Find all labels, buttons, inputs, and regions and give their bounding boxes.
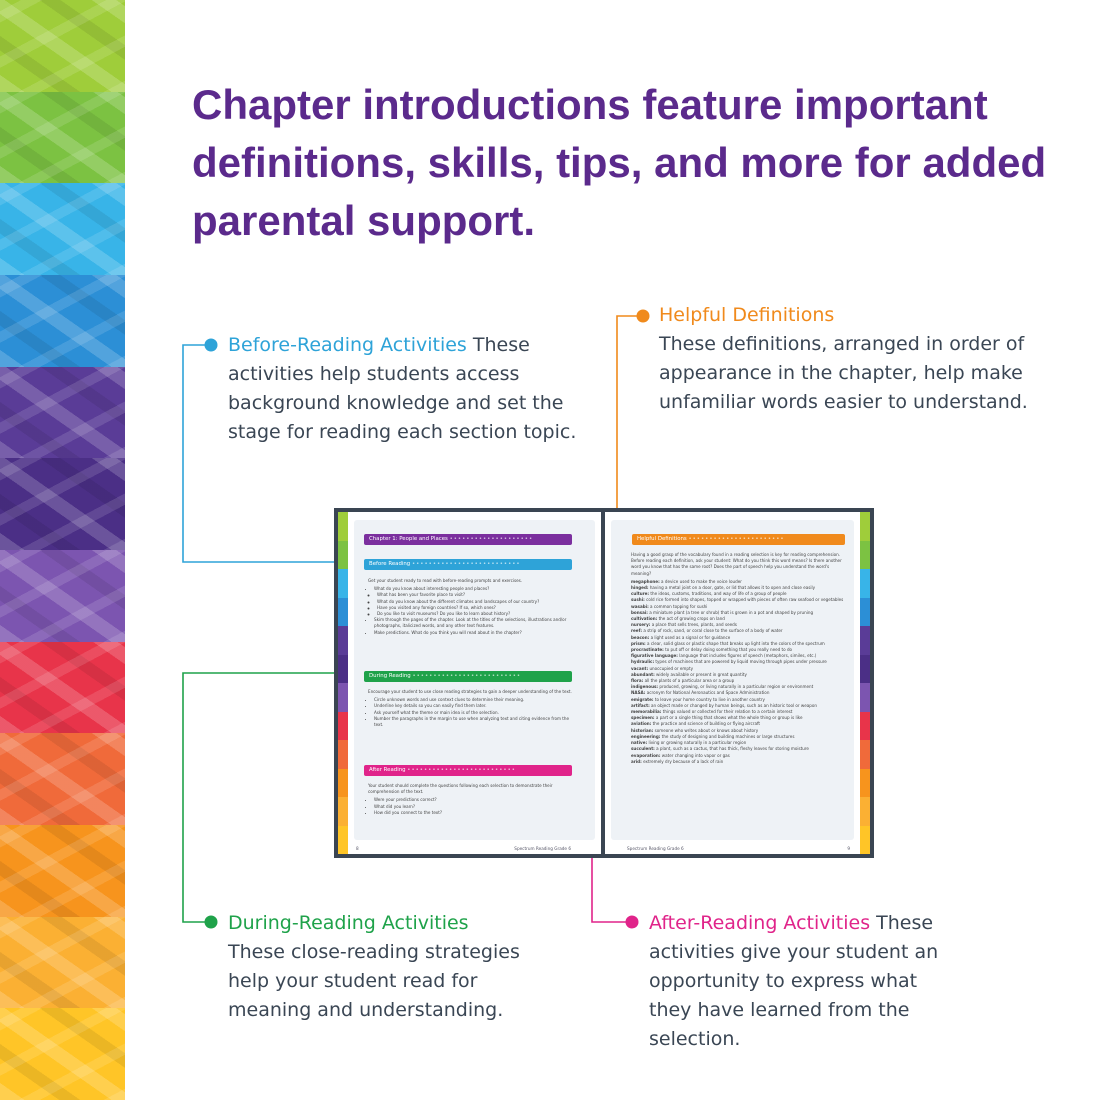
definition-term: figurative language:	[631, 653, 678, 659]
definition-term: engineering:	[631, 733, 661, 739]
definition-term: hinged:	[631, 585, 649, 591]
list-item: ◦ Have you visited any foreign countries? If so, which ones?	[377, 605, 572, 611]
right-page-footer: Spectrum Reading Grade 6	[627, 846, 684, 851]
definition-term: memorabilia:	[631, 709, 662, 715]
definition-term: succulent:	[631, 746, 655, 752]
definition-text: someone who writes about or knows about history	[654, 727, 759, 733]
page-tab	[860, 769, 870, 798]
page-tab	[860, 598, 870, 627]
definition-term: indigenous:	[631, 684, 659, 690]
definition-term: emigrate:	[631, 696, 654, 702]
page-tab	[860, 655, 870, 684]
definition-term: nursery:	[631, 622, 651, 628]
definition-term: specimen:	[631, 715, 655, 721]
page-tab	[860, 541, 870, 570]
helpful-definitions-dot	[637, 310, 650, 323]
definition-text: the ideas, customs, traditions, and way of life of a group of people	[650, 591, 787, 597]
definition-term: flora:	[631, 678, 644, 684]
helpful-definitions-connector	[617, 316, 643, 537]
page-tab	[860, 512, 870, 541]
definition-term: wasabi:	[631, 603, 649, 609]
definition-text: the study of designing and building machines or large structures	[661, 733, 795, 739]
chapter-title: Chapter 1: People and Places	[369, 536, 448, 542]
before-reading-header: Before Reading ••••••••••••••••••••••••••	[364, 559, 572, 570]
page-tab	[338, 683, 348, 712]
page-tab	[338, 569, 348, 598]
page-tab	[338, 769, 348, 798]
definition-term: native:	[631, 740, 648, 746]
list-item: • Underline key details so you can easily find them later.	[374, 703, 572, 709]
definition-text: types of machines that are powered by liquid moving through pipes under pressure	[655, 659, 827, 665]
list-item: • How did you connect to the text?	[374, 810, 572, 816]
definition-term: arid:	[631, 758, 642, 764]
definition-text: living or growing naturally in a particular region	[648, 740, 747, 746]
left-page-footer: Spectrum Reading Grade 6	[514, 846, 571, 851]
book-right-page	[605, 512, 870, 854]
helpful-definitions-intro: Having a good grasp of the vocabulary found in a reading selection is key for reading comprehension. Before reading each definition, ask your student: What do you think this word means? Is there another word you know that has the same root? Does the part of speech help you understand the word's meaning?	[631, 552, 842, 576]
helpful-definitions-section	[631, 552, 845, 765]
definition-term: aviation:	[631, 721, 652, 727]
before-reading-section	[368, 578, 572, 636]
definition-text: water changing into vapor or gas	[661, 752, 730, 758]
definition-term: historian:	[631, 727, 654, 733]
definition-term: megaphone:	[631, 578, 660, 584]
page-headline: Chapter introductions feature important definitions, skills, tips, and more for added parental support.	[192, 81, 1047, 244]
page-tab	[338, 541, 348, 570]
definition-text: the practice and science of building or flying aircraft	[652, 721, 760, 727]
before-reading-intro: Get your student ready to read with before-reading prompts and exercises.	[368, 578, 523, 583]
definition-text: to put off or delay doing something that you really need to do	[665, 647, 793, 653]
list-item: • What do you know about interesting people and places?	[374, 586, 572, 592]
after-reading-callout	[649, 909, 949, 1054]
after-reading-dot	[626, 916, 639, 929]
definition-term: reef:	[631, 628, 642, 634]
page-tab	[338, 740, 348, 769]
page-tab	[338, 712, 348, 741]
list-item: • Make predictions. What do you think you will read about in the chapter?	[374, 630, 572, 636]
definition-text: a clear, solid glass or plastic shape that breaks up light into the colors of the spectrum	[647, 640, 825, 646]
definition-text: a miniature plant (a tree or shrub) that is grown in a pot and shaped by pruning	[649, 609, 814, 615]
right-page-number: 9	[847, 846, 850, 851]
definition-item	[631, 759, 845, 765]
during-reading-connector	[183, 673, 358, 922]
definition-term: NASA:	[631, 690, 646, 696]
definition-term: evaporation:	[631, 752, 661, 758]
definition-term: procrastinate:	[631, 647, 664, 653]
definitions-list	[631, 579, 845, 765]
definition-term: prism:	[631, 640, 646, 646]
definition-term: sushi:	[631, 597, 645, 603]
after-reading-text: These activities give your student an opportunity to express what they have learned from the selection.	[649, 912, 939, 1050]
after-reading-header-label: After Reading	[369, 767, 406, 773]
definition-term: cultivation:	[631, 616, 658, 622]
definition-term: vacant:	[631, 665, 649, 671]
definition-text: a plant, such as a cactus, that has thick, fleshy leaves for storing moisture	[656, 746, 809, 752]
list-item: ◦ What do you know about the different climates and landscapes of our country?	[377, 599, 572, 605]
left-page-color-tabs	[338, 512, 348, 854]
page-tab	[338, 826, 348, 855]
page-tab	[860, 740, 870, 769]
definition-text: things valued or collected for their relation to a certain interest	[662, 709, 793, 715]
definition-text: extremely dry because of a lack of rain	[643, 758, 724, 764]
definition-text: a place that sells trees, plants, and seeds	[651, 622, 737, 628]
list-item: • Skim through the pages of the chapter. Look at the titles of the selections, illustrations and/or photographs, italicized words, and any other text features.	[374, 617, 572, 629]
during-reading-intro: Encourage your student to use close reading strategies to gain a deeper understanding of the text.	[368, 689, 572, 694]
before-reading-text: These activities help students access background knowledge and set the stage for reading each section topic.	[228, 334, 577, 443]
before-reading-dot	[205, 339, 218, 352]
page-tab	[860, 826, 870, 855]
page-tab	[338, 655, 348, 684]
list-item: • Ask yourself what the theme or main idea is of the selection.	[374, 710, 572, 716]
during-reading-header: During Reading ••••••••••••••••••••••••••	[364, 671, 572, 682]
page-tab	[338, 512, 348, 541]
definition-term: hydraulic:	[631, 659, 655, 665]
during-reading-callout	[228, 909, 528, 1025]
after-reading-title: After-Reading Activities	[649, 912, 871, 934]
definition-text: produced, growing, or living naturally in a particular region or environment	[659, 684, 814, 690]
helpful-definitions-title: Helpful Definitions	[659, 304, 835, 326]
page-tab	[860, 683, 870, 712]
definition-text: cold rice formed into shapes, topped or wrapped with pieces of often raw seafood or vegetables	[646, 597, 844, 603]
during-reading-text: These close-reading strategies help your student read for meaning and understanding.	[228, 941, 520, 1021]
page-tab	[338, 598, 348, 627]
after-reading-section	[368, 783, 572, 816]
definition-text: having a metal joint on a door, gate, or lid that allows it to open and close easily	[649, 585, 816, 591]
definition-term: artifact:	[631, 702, 650, 708]
definition-text: a common topping for sushi	[650, 603, 708, 609]
definition-text: language that includes figures of speech (metaphors, similes, etc.)	[679, 653, 817, 659]
list-item: • Number the paragraphs in the margin to use when analyzing text and citing evidence from the text.	[374, 716, 572, 728]
list-item: • What did you learn?	[374, 804, 572, 810]
list-item: • Were your predictions correct?	[374, 797, 572, 803]
helpful-definitions-callout	[659, 301, 1039, 417]
definition-term: bonsai:	[631, 609, 648, 615]
after-reading-intro: Your student should complete the questions following each selection to demonstrate their comprehension of the text.	[368, 783, 553, 795]
definition-text: the act of growing crops on land	[658, 616, 725, 622]
book-left-page	[338, 512, 601, 854]
page-tab	[860, 626, 870, 655]
definition-text: an object made or changed by human beings, such as an historic tool or weapon	[651, 702, 817, 708]
left-page-number: 8	[356, 846, 359, 851]
before-reading-callout	[228, 331, 578, 447]
definition-text: a light used as a signal or for guidance	[650, 634, 731, 640]
page-tab	[338, 797, 348, 826]
definition-text: a part or a single thing that shows what the whole thing or group is like	[655, 715, 803, 721]
definition-text: unoccupied or empty	[649, 665, 694, 671]
definition-text: a strip of rock, sand, or coral close to the surface of a body of water	[643, 628, 783, 634]
during-reading-dot	[205, 916, 218, 929]
list-item: ◦ Do you like to visit museums? Do you like to learn about history?	[377, 611, 572, 617]
definition-text: acronym for National Aeronautics and Space Administration	[646, 690, 770, 696]
after-reading-header: After Reading ••••••••••••••••••••••••••	[364, 765, 572, 776]
definition-text: all the plants of a particular area or a group	[644, 678, 735, 684]
right-page-color-tabs	[860, 512, 870, 854]
book-spread	[334, 508, 874, 858]
helpful-definitions-header-label: Helpful Definitions	[637, 536, 687, 542]
list-item: • Circle unknown words and use context clues to determine their meaning.	[374, 697, 572, 703]
before-reading-header-label: Before Reading	[369, 561, 411, 567]
definition-text: widely available or present in great quantity	[656, 671, 747, 677]
list-item: ◦ What has been your favorite place to visit?	[377, 592, 572, 598]
during-reading-title: During-Reading Activities	[228, 912, 469, 934]
before-reading-title: Before-Reading Activities	[228, 334, 467, 356]
definition-text: a device used to make the voice louder	[661, 578, 742, 584]
page-tab	[860, 797, 870, 826]
definition-term: abundant:	[631, 671, 655, 677]
definition-term: culture:	[631, 591, 650, 597]
helpful-definitions-text: These definitions, arranged in order of appearance in the chapter, help make unfamiliar words easier to understand.	[659, 333, 1028, 413]
during-reading-header-label: During Reading	[369, 673, 411, 679]
page-tab	[860, 569, 870, 598]
chapter-title-bar: Chapter 1: People and Places ••••••••••••••••••••	[364, 534, 572, 545]
page-tab	[860, 712, 870, 741]
page-tab	[338, 626, 348, 655]
definition-term: beacon:	[631, 634, 650, 640]
definition-text: to leave your home country to live in another country	[654, 696, 765, 702]
helpful-definitions-header: Helpful Definitions •••••••••••••••••••••••	[632, 534, 845, 545]
during-reading-section	[368, 689, 572, 728]
